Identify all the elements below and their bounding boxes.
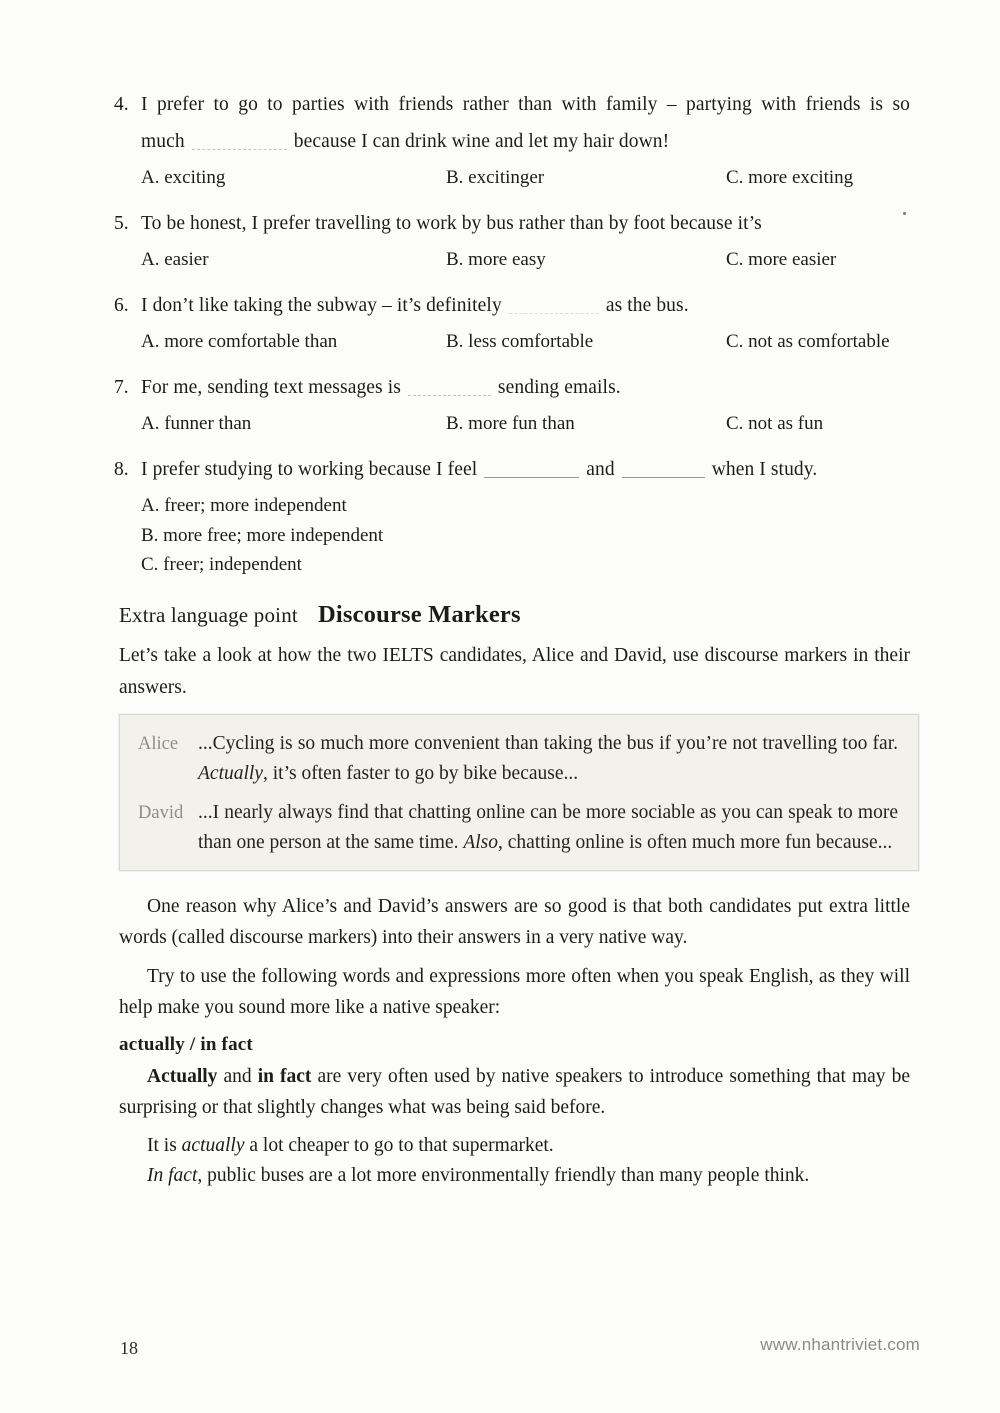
option-a: A. more comfortable than bbox=[141, 331, 338, 352]
option-b: B. more fun than bbox=[446, 413, 575, 434]
option-c: C. more easier bbox=[726, 249, 837, 270]
dialogue-line-alice bbox=[120, 729, 898, 789]
answer-blank bbox=[484, 463, 579, 478]
option-c: C. not as fun bbox=[726, 413, 824, 434]
question-text bbox=[141, 369, 910, 406]
option-b: B. more easy bbox=[446, 249, 546, 270]
advice-paragraph: Try to use the following words and expressions more often when you speak English, as they will help make you sound more like a native speaker: bbox=[119, 965, 910, 1018]
usage-term-bold: in fact bbox=[257, 1065, 312, 1087]
question-text-segment: and bbox=[586, 459, 615, 480]
question-text-continued bbox=[141, 123, 910, 160]
example-sentence-2 bbox=[147, 1161, 910, 1191]
question-number: 5. bbox=[114, 213, 129, 234]
usage-term-bold: Actually bbox=[147, 1065, 218, 1087]
option-b: B. excitinger bbox=[446, 167, 545, 188]
speaker-name: Alice bbox=[138, 733, 179, 754]
option-a: A. freer; more independent bbox=[141, 495, 347, 516]
answer-blank bbox=[192, 135, 287, 150]
options-row bbox=[141, 244, 910, 275]
discourse-marker: Actually bbox=[198, 762, 263, 784]
scan-artifact-dot bbox=[903, 212, 906, 215]
dialogue-box bbox=[119, 714, 919, 871]
question-text-segment: For me, sending text messages is bbox=[141, 377, 401, 398]
options-row bbox=[141, 326, 910, 357]
question-text-segment: because I can drink wine and let my hair down! bbox=[293, 131, 670, 152]
answer-blank bbox=[509, 299, 599, 314]
example-marker-italic: In fact bbox=[147, 1164, 198, 1186]
usage-text-segment: are very often used by native speakers to introduce something that may be surprising or that slightly changes what was being said before. bbox=[119, 1065, 910, 1118]
question-4 bbox=[114, 86, 910, 193]
question-number: 8. bbox=[114, 459, 129, 480]
question-text bbox=[141, 287, 910, 324]
options-row bbox=[141, 162, 910, 193]
question-8 bbox=[114, 451, 910, 580]
section-heading bbox=[119, 601, 910, 629]
options-row bbox=[141, 408, 910, 439]
section-kicker: Extra language point bbox=[119, 602, 298, 627]
question-text: To be honest, I prefer travelling to work by bus rather than by foot because it’s bbox=[141, 213, 762, 234]
section-title: Discourse Markers bbox=[317, 600, 521, 628]
example-text-segment: , public buses are a lot more environmentally friendly than many people think. bbox=[197, 1164, 810, 1186]
discourse-marker: Also bbox=[463, 831, 499, 853]
website-url: www.nhantriviet.com bbox=[760, 1335, 920, 1354]
subheading-actually-in-fact: actually / in fact bbox=[119, 1033, 253, 1055]
question-number: 6. bbox=[114, 295, 129, 316]
question-5 bbox=[114, 205, 910, 275]
options-column bbox=[141, 491, 910, 580]
question-text-segment: much bbox=[141, 131, 185, 152]
question-7 bbox=[114, 369, 910, 439]
question-text-segment: sending emails. bbox=[497, 377, 621, 398]
answer-blank bbox=[622, 463, 705, 478]
example-text-segment: It is bbox=[147, 1134, 182, 1156]
dialogue-text-segment: ...I nearly always find that chatting online can be more sociable as you can speak to more than one person at the same time. bbox=[198, 801, 898, 853]
answer-blank bbox=[408, 381, 491, 396]
dialogue-line-david bbox=[120, 798, 898, 858]
section-intro: Let’s take a look at how the two IELTS candidates, Alice and David, use discourse markers in their answers. bbox=[119, 644, 910, 698]
option-c: C. not as comfortable bbox=[726, 331, 890, 352]
dialogue-text-segment: , it’s often faster to go by bike because... bbox=[262, 762, 579, 784]
example-sentence-1 bbox=[147, 1131, 910, 1161]
page-number: 18 bbox=[120, 1338, 138, 1358]
speaker-name: David bbox=[138, 802, 184, 823]
question-number: 7. bbox=[114, 377, 129, 398]
question-text-segment: I don’t like taking the subway – it’s definitely bbox=[141, 295, 502, 316]
option-c: C. freer; independent bbox=[141, 554, 302, 575]
option-c: C. more exciting bbox=[726, 167, 854, 188]
question-text bbox=[141, 451, 910, 488]
dialogue-text bbox=[198, 729, 898, 789]
option-b: B. less comfortable bbox=[446, 331, 594, 352]
example-marker-italic: actually bbox=[181, 1134, 245, 1156]
explanation-paragraph: One reason why Alice’s and David’s answers are so good is that both candidates put extra little words (called discourse markers) into their answers in a very native way. bbox=[119, 895, 910, 948]
option-a: A. funner than bbox=[141, 413, 252, 434]
option-a: A. easier bbox=[141, 249, 209, 270]
example-text-segment: a lot cheaper to go to that supermarket. bbox=[244, 1134, 554, 1156]
question-text: I prefer to go to parties with friends rather than with family – partying with friends is so bbox=[141, 94, 910, 115]
option-b: B. more free; more independent bbox=[141, 524, 384, 546]
usage-text-segment: and bbox=[217, 1065, 258, 1087]
option-a: A. exciting bbox=[141, 167, 226, 188]
dialogue-text bbox=[198, 798, 898, 858]
question-6 bbox=[114, 287, 910, 357]
question-text-segment: as the bus. bbox=[605, 295, 689, 316]
dialogue-text-segment: ...Cycling is so much more convenient than taking the bus if you’re not travelling too far. bbox=[198, 732, 898, 754]
question-text-segment: I prefer studying to working because I feel bbox=[141, 459, 478, 480]
question-text-segment: when I study. bbox=[711, 459, 818, 480]
dialogue-text-segment: , chatting online is often much more fun because... bbox=[498, 831, 893, 853]
usage-paragraph bbox=[119, 1061, 910, 1123]
question-number: 4. bbox=[114, 94, 129, 115]
